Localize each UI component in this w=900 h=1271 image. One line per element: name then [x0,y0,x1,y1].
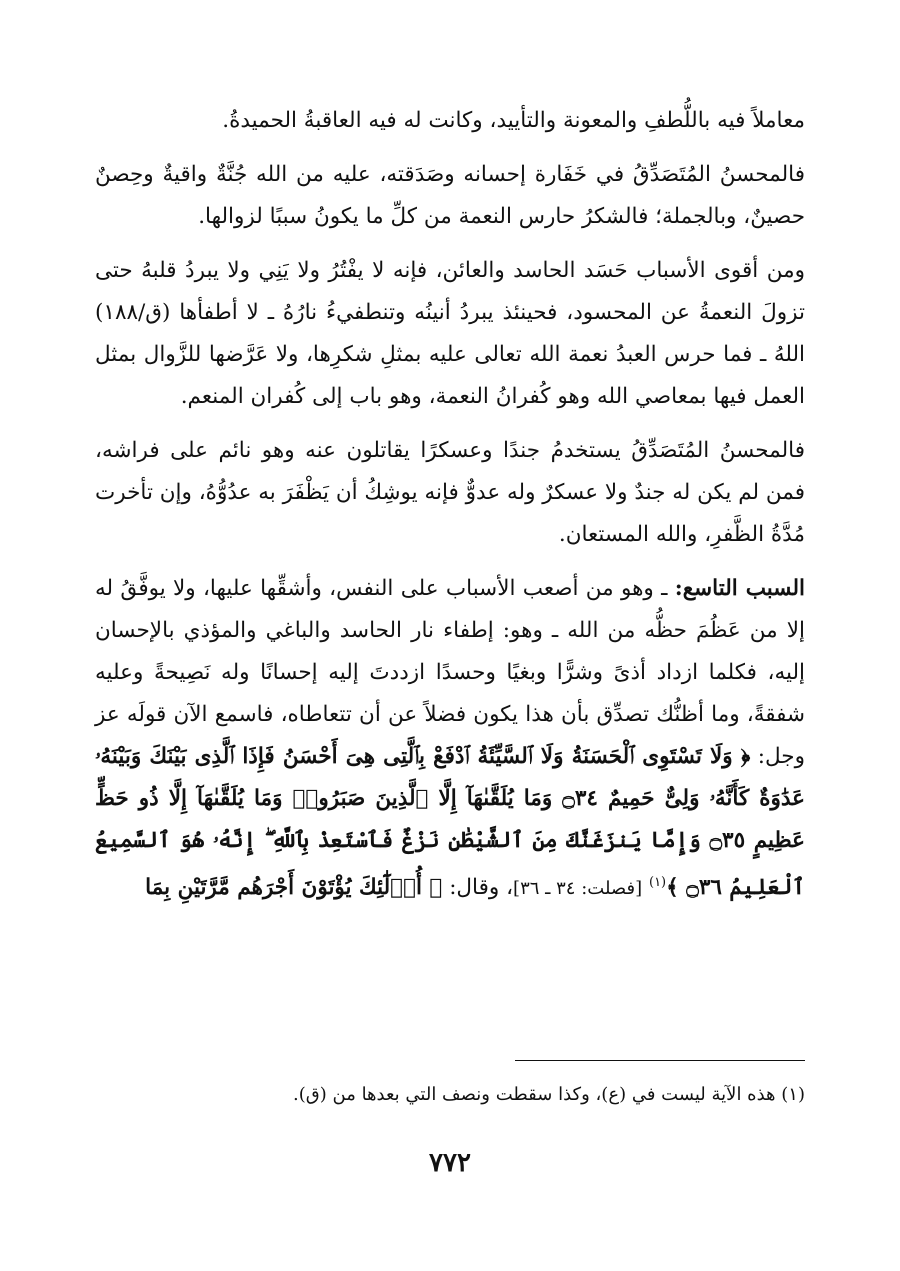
connector-text: ، وقال: [449,875,514,901]
paragraph-2-text: فالمحسنُ المُتَصَدِّقُ في خَفَارة إحسانه وصَدَقته، عليه من الله جُنَّةٌ واقيةٌ وحِصنٌ حصينٌ، وبالجملة؛ فالشكرُ حارس النعمة من كلِّ ما يكونُ سببًا لزوالها. [95,162,805,229]
verse-reference: [فصلت: ٣٤ ـ ٣٦] [513,878,643,900]
paragraph-5 [95,568,805,910]
footnote-text: هذه الآية ليست في (ع)، وكذا سقطت ونصف التي بعدها من (ق). [293,1084,776,1105]
paragraph-3 [95,250,805,418]
page-number: ٧٧٢ [429,1148,471,1178]
footnote-divider [515,1060,805,1061]
paragraph-3-text: ومن أقوى الأسباب حَسَد الحاسد والعائن، فإنه لا يفْتُرُ ولا يَنِي ولا يبردُ قلبهُ حتى تزولَ النعمةُ عن المحسود، فحينئذ يبردُ أنينُه وتنطفيءُ نارُهُ ـ لا أطفأها (ق/١٨٨) اللهُ ـ فما حرس العبدُ نعمة الله تعالى عليه بمثلِ شكرِها، ولا عَرَّضها للزَّوال بمثل العمل فيها بمعاصي الله وهو كُفرانُ النعمة، وهو باب إلى كُفران المنعم. [95,258,805,409]
footnote-marker: (١) [648,875,667,890]
paragraph-1-text: معاملاً فيه باللُّطفِ والمعونة والتأييد، وكانت له فيه العاقبةُ الحميدةُ. [222,108,805,133]
paragraph-5-text: ـ وهو من أصعب الأسباب على النفس، وأشقِّها عليها، ولا يوفَّقُ له إلا من عَظُمَ حظُّه من الله ـ وهو: إطفاء نار الحاسد والباغي والمؤذي بالإحسان إليه، فكلما ازداد أذىً وشرًّا وبغيًا وحسدًا ازددتَ إليه إحسانًا وله نَصِيحةً وعليه شفقةً، وما أظنُّك تصدِّق بأن هذا يكون فضلاً عن أن تتعاطاه، فاسمع الآن قولَه عز وجل: [95,576,805,769]
section-heading-ninth-cause: السبب التاسع: [674,576,805,601]
paragraph-4 [95,430,805,556]
main-text-block [95,100,805,922]
paragraph-4-text: فالمحسنُ المُتَصَدِّقُ يستخدمُ جندًا وعسكرًا يقاتلون عنه وهو نائم على فراشه، فمن لم يكن له جندٌ ولا عسكرٌ وله عدوٌّ فإنه يوشِكُ أن يَظْفَرَ به عدُوُّهُ، وإن تأخرت مُدَّةُ الظَّفرِ، والله المستعان. [95,438,805,547]
footnote [95,1080,805,1110]
footnote-number: (١) [781,1084,805,1105]
quran-verse-fussilat-34-36: ﴿ وَلَا تَسْتَوِى ٱلْحَسَنَةُ وَلَا ٱلسَّيِّئَةُ ٱدْفَعْ بِٱلَّتِى هِىَ أَحْسَنُ فَإِذَا ٱلَّذِى بَيْنَكَ وَبَيْنَهُۥ عَدَٰوَةٌ كَأَنَّهُۥ وَلِىٌّ حَمِيمٌ ۝٣٤ وَمَا يُلَقَّىٰهَآ إِلَّا ٱلَّذِينَ صَبَرُوا۟ وَمَا يُلَقَّىٰهَآ إِلَّا ذُو حَظٍّ عَظِيمٍ ۝٣٥ وَإِمَّا يَنزَغَنَّكَ مِنَ ٱلشَّيْطَٰنِ نَزْغٌ فَٱسْتَعِذْ بِٱللَّهِ ۖ إِنَّهُۥ هُوَ ٱلسَّمِيعُ ٱلْعَلِيمُ ۝٣٦ ﴾ [95,744,806,901]
quran-verse-qasas: ﴿ أُو۟لَٰٓئِكَ يُؤْتَوْنَ أَجْرَهُم مَّرَّتَيْنِ بِمَا [145,875,443,901]
paragraph-1 [95,100,805,142]
paragraph-2 [95,154,805,238]
